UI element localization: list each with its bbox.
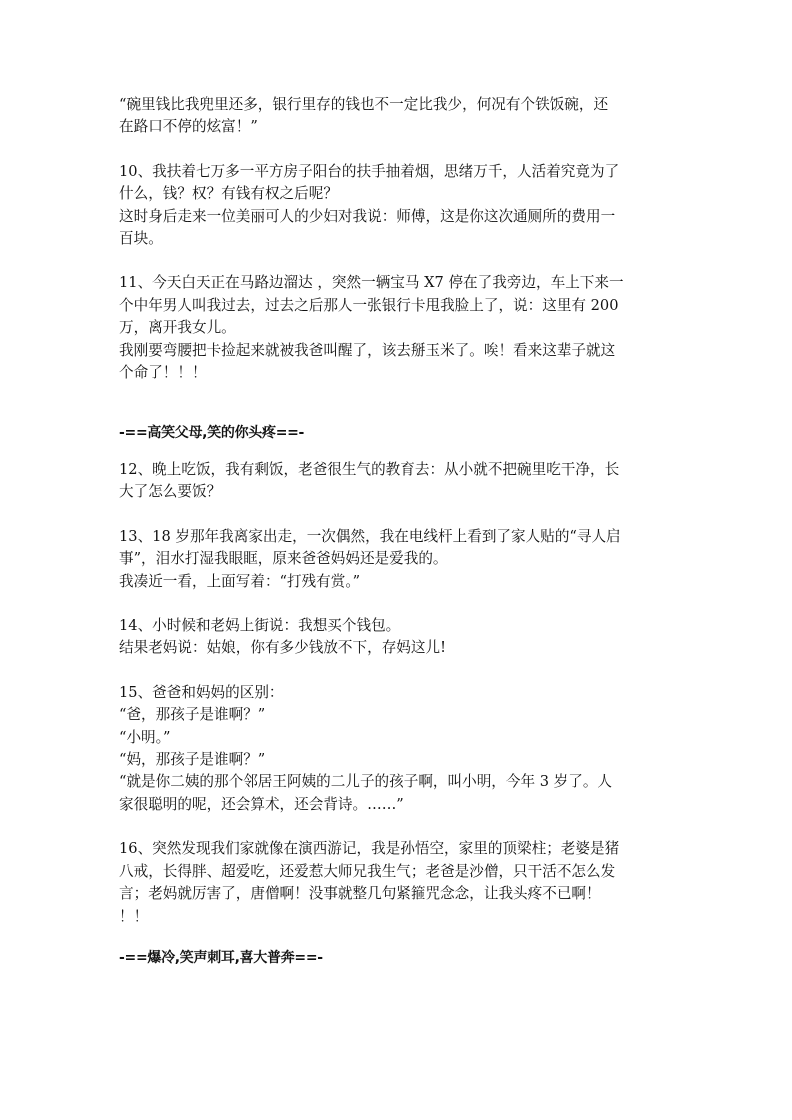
text-line: 16、突然发现我们家就像在演西游记，我是孙悟空，家里的顶梁柱；老婆是猪 <box>119 840 620 858</box>
section-heading: -==高笑父母,笑的你头疼==- <box>119 425 305 441</box>
text-line: “碗里钱比我兜里还多，银行里存的钱也不一定比我少，何况有个铁饭碗，还 <box>119 96 609 113</box>
section-heading: -==爆冷,笑声刺耳,喜大普奔==- <box>119 950 323 966</box>
text-line: 这时身后走来一位美丽可人的少妇对我说：师傅，这是你这次通厕所的费用一 <box>119 207 616 225</box>
text-line: “爸，那孩子是谁啊？” <box>119 706 266 724</box>
text-line: ！！ <box>119 907 149 925</box>
text-line: 15、爸爸和妈妈的区别： <box>119 683 284 701</box>
text-line: 个命了！！！ <box>119 364 207 382</box>
text-line: 事”，泪水打湿我眼眶，原来爸爸妈妈还是爱我的。 <box>119 550 448 568</box>
text-line: 10、我扶着七万多一平方房子阳台的扶手抽着烟，思绪万千，人活着究竟为了 <box>119 162 620 180</box>
text-line: 什么，钱？权？有钱有权之后呢？ <box>119 185 338 203</box>
paragraph <box>119 838 675 928</box>
text-line: 大了怎么要饭？ <box>119 483 222 501</box>
text-line: “就是你二姨的那个邻居王阿姨的二儿子的孩子啊，叫小明，今年 3 岁了。人 <box>119 773 613 791</box>
text-line: “妈，那孩子是谁啊？” <box>119 751 266 769</box>
paragraph <box>119 682 675 816</box>
text-line: 家很聪明的呢，还会算术，还会背诗。……” <box>119 795 404 813</box>
paragraph <box>119 94 675 139</box>
paragraph <box>119 161 675 251</box>
text-line: 我刚要弯腰把卡捡起来就被我爸叫醒了，该去掰玉米了。唉！看来这辈子就这 <box>119 341 616 359</box>
text-line: 14、小时候和老妈上街说：我想买个钱包。 <box>119 617 401 635</box>
text-line: 百块。 <box>119 230 163 248</box>
document-block-1 <box>119 94 675 384</box>
paragraph <box>119 615 675 660</box>
text-line: 12、晚上吃饭，我有剩饭，老爸很生气的教育去：从小就不把碗里吃干净，长 <box>119 461 620 478</box>
text-line: 万，离开我女儿。 <box>119 319 236 337</box>
text-line: 13、18 岁那年我离家出走，一次偶然，我在电线杆上看到了家人贴的“寻人启 <box>119 527 621 545</box>
text-line: 结果老妈说：姑娘，你有多少钱放不下，存妈这儿! <box>119 639 446 657</box>
text-line: 个中年男人叫我过去，过去之后那人一张银行卡甩我脸上了，说：这里有 200 <box>119 296 619 314</box>
paragraph <box>119 272 675 384</box>
text-line: 言；老妈就厉害了，唐僧啊！没事就整几句紧箍咒念念，让我头疼不已啊！ <box>119 885 601 903</box>
document-block-2 <box>119 459 675 928</box>
text-line: 11、今天白天正在马路边溜达 ，突然一辆宝马 X7 停在了我旁边，车上下来一 <box>119 274 624 292</box>
text-line: 八戒，长得胖、超爱吃，还爱惹大师兄我生气；老爸是沙僧，只干活不怎么发 <box>119 862 616 880</box>
paragraph <box>119 459 675 504</box>
text-line: 在路口不停的炫富！” <box>119 118 258 136</box>
text-line: 我凑近一看，上面写着：“打残有赏。” <box>119 572 361 590</box>
text-line: “小明。” <box>119 728 171 746</box>
paragraph <box>119 526 675 593</box>
